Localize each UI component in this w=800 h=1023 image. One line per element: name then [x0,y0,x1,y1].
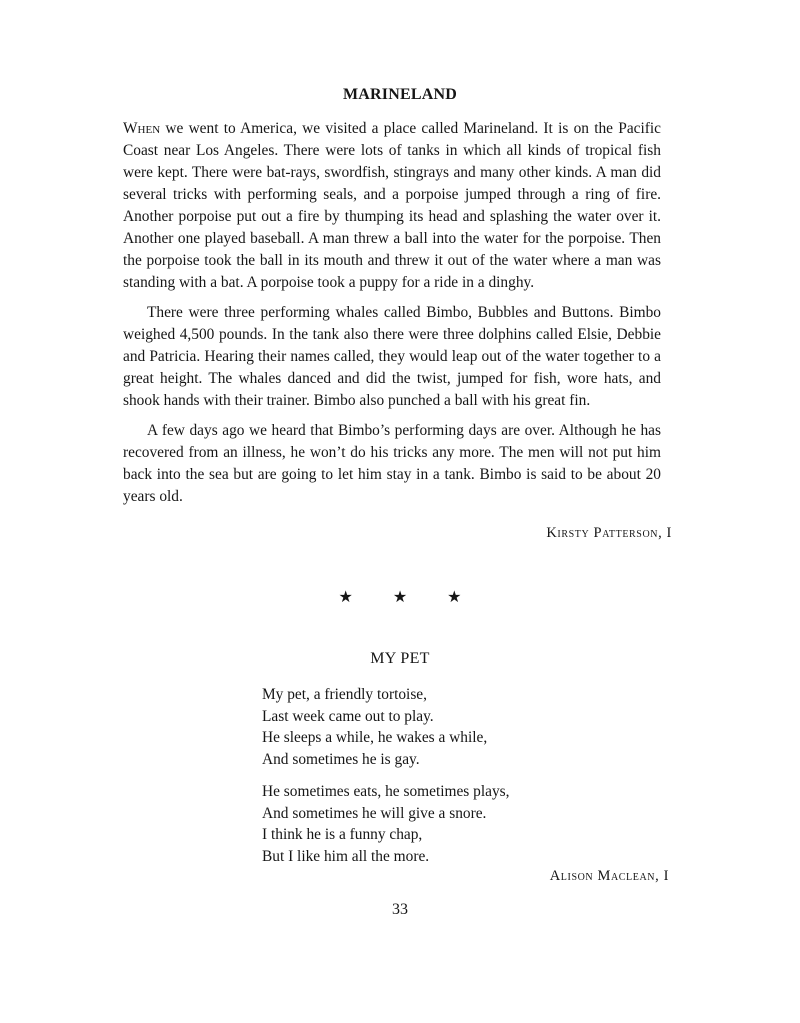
poem-line: And sometimes he will give a snore. [262,804,487,822]
poem-title: MY PET [370,650,430,667]
poem-line: Last week came out to play. [262,707,434,725]
paragraph-1-text: we went to America, we visited a place called Marineland. It is on the Pacific Coast near Los Angeles. There were lots of tanks in which all kinds of tropical fish were kept. There were bat-rays, swordfish, stingrays and many other kinds. A man did several tricks with performing seals, and a porpoise jumped through a ring of fire. Another porpoise put out a fire by thumping its head and splashing the water over it. Another one played baseball. A man threw a ball into the water for the porpoise. Then the porpoise took the ball in its mouth and threw it out of the water where a man was standing with a bat. A porpoise took a puppy for a ride in a dinghy. [123,120,661,291]
stanza-2 [262,781,509,867]
star-separator: ★ ★ ★ [338,589,462,606]
poem-line: He sleeps a while, he wakes a while, [262,729,488,746]
poem-line: My pet, a friendly tortoise, [262,686,427,703]
poem-line: I think he is a funny chap, [262,826,423,843]
poem-line: But I like him all the more. [262,847,430,865]
stanza-1 [262,684,509,770]
poem-line: He sometimes eats, he sometimes plays, [262,783,510,800]
paragraph-3: A few days ago we heard that Bimbo’s performing days are over. Although he has recovered from an illness, he won’t do his tricks any more. The men will not put him back into the sea but are going to let him stay in a tank. Bimbo is said to be about 20 years old. [123,422,661,505]
poem-line: And sometimes he is gay. [262,750,420,768]
page-number: 33 [392,901,408,918]
article-title: MARINELAND [343,86,457,103]
poem-byline: Alison Maclean, I [549,868,669,884]
article-byline: Kirsty Patterson, I [546,525,672,541]
poem-body [262,684,509,878]
paragraph-1 [123,118,661,294]
paragraph-2: There were three performing whales called Bimbo, Bubbles and Buttons. Bimbo weighed 4,500 pounds. In the tank also there were three dolphins called Elsie, Debbie and Patricia. Hearing their names called, they would leap out of the water together to a great height. The whales danced and did the twist, jumped for fish, wore hats, and shook hands with their trainer. Bimbo also punched a ball with his great fin. [123,304,661,409]
paragraph-lead-word: When [123,120,161,137]
article-body [123,118,661,516]
